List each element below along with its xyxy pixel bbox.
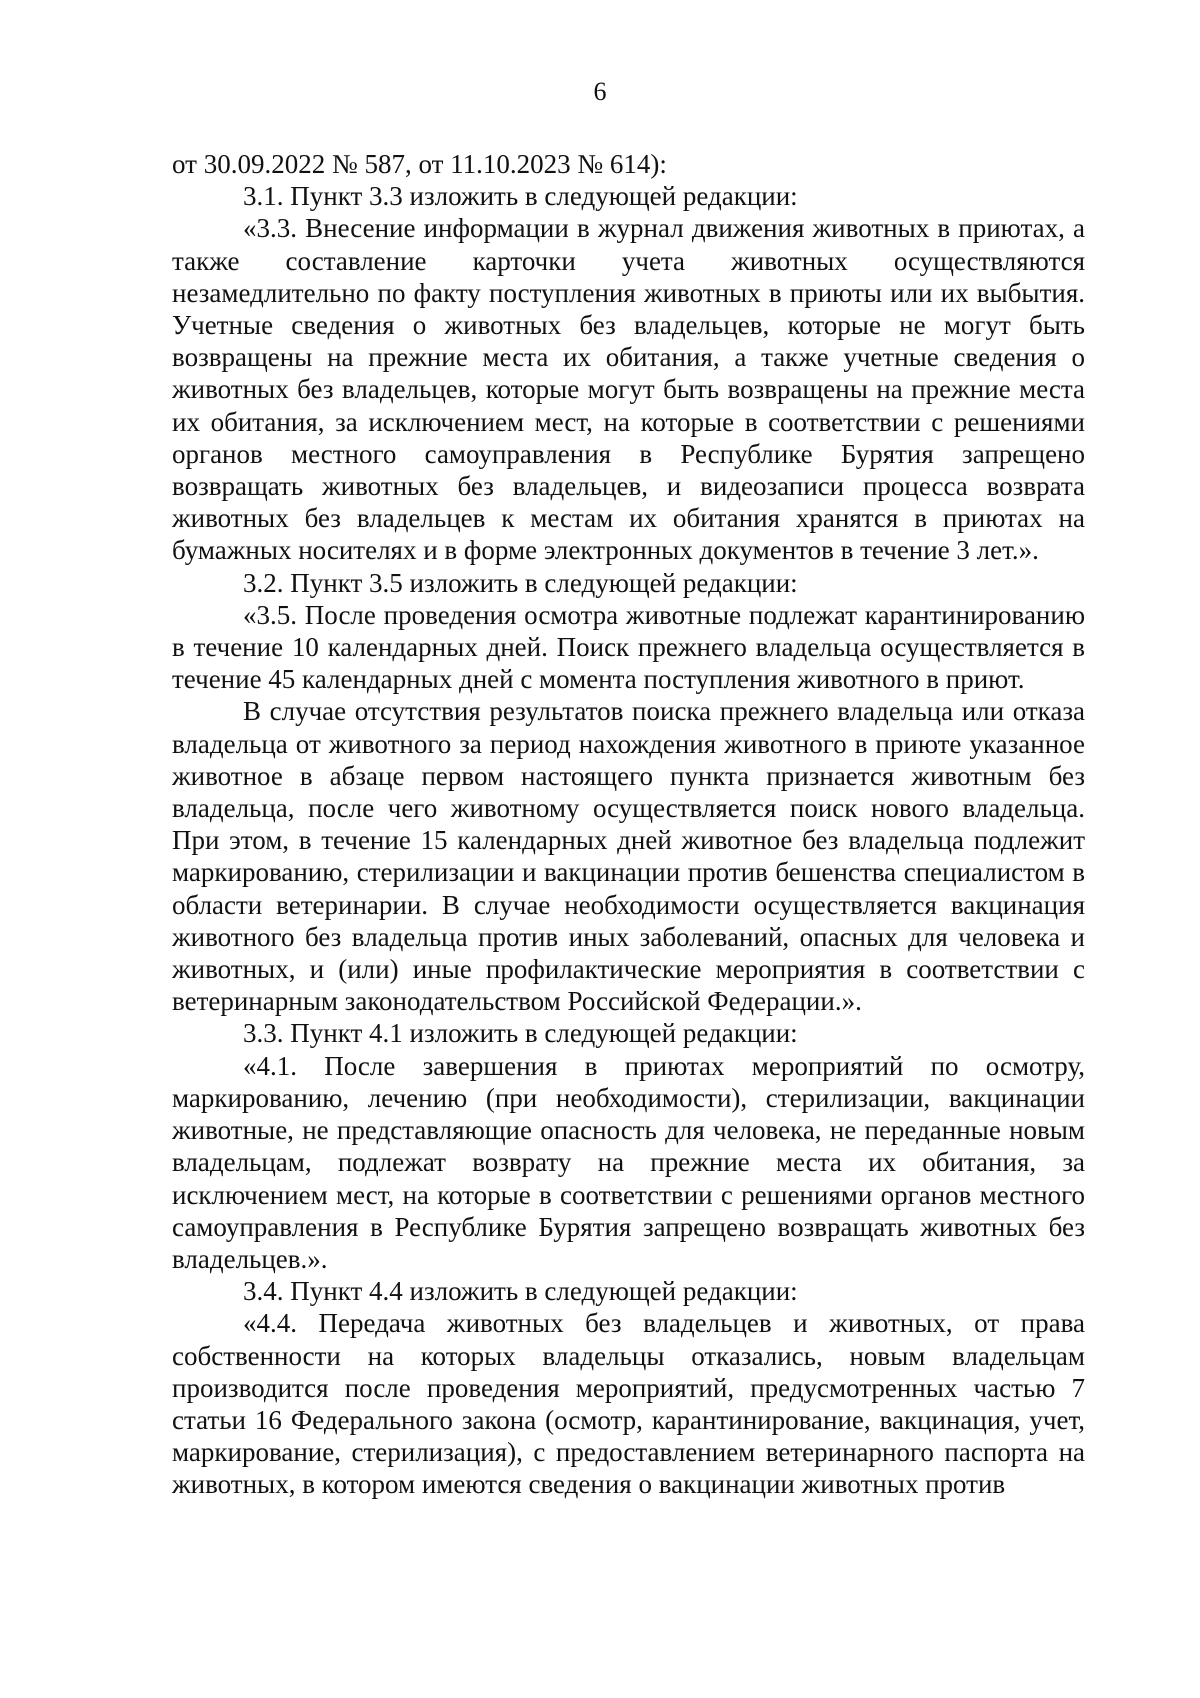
paragraph-item-3-4: 3.4. Пункт 4.4 изложить в следующей редакции: xyxy=(243,1276,798,1307)
paragraph-clause-3-3: «3.3. Внесение информации в журнал движения животных в приютах, а также составление карточки учета животных осуществляются незамедлительно по факту поступления животных в приюты или их выбытия. Учетные сведения о животных без владельцев, которые не могут быть возвращены на прежние места их обитания, а также учетные сведения о животных без владельцев, которые могут быть возвращены на прежние места их обитания, за исключением мест, на которые в соответствии с решениями органов местного самоуправления в Республике Бурятия запрещено возвращать животных без владельцев, и видеозаписи процесса возврата животных без владельцев к местам их обитания хранятся в приютах на бумажных носителях и в форме электронных документов в течение 3 лет.». xyxy=(172,213,1085,566)
paragraph-clause-3-5-second: В случае отсутствия результатов поиска прежнего владельца или отказа владельца от животного за период нахождения животного в приюте указанное животное в абзаце первом настоящего пункта признается животным без владельца, после чего животному осуществляется поиск нового владельца. При этом, в течение 15 календарных дней животное без владельца подлежит маркированию, стерилизации и вакцинации против бешенства специалистом в области ветеринарии. В случае необходимости осуществляется вакцинация животного без владельца против иных заболеваний, опасных для человека и животных, и (или) иные профилактические мероприятия в соответствии с ветеринарным законодательством Российской Федерации.». xyxy=(172,696,1085,1017)
paragraph-item-3-3: 3.3. Пункт 4.1 изложить в следующей редакции: xyxy=(243,1018,798,1049)
paragraph-clause-3-5: «3.5. После проведения осмотра животные подлежат карантинированию в течение 10 календарных дней. Поиск прежнего владельца осуществляется в течение 45 календарных дней с момента поступления животного в приют. xyxy=(172,599,1085,695)
paragraph-item-3-1: 3.1. Пункт 3.3 изложить в следующей редакции: xyxy=(243,181,798,212)
paragraph-continuation: от 30.09.2022 № 587, от 11.10.2023 № 614): xyxy=(172,149,667,179)
document-body xyxy=(172,148,1085,1501)
page-number: 6 xyxy=(593,77,607,106)
paragraph-item-3-2: 3.2. Пункт 3.5 изложить в следующей редакции: xyxy=(243,567,798,598)
paragraph-clause-4-1: «4.1. После завершения в приютах мероприятий по осмотру, маркированию, лечению (при необходимости), стерилизации, вакцинации животные, не представляющие опасность для человека, не переданные новым владельцам, подлежат возврату на прежние места их обитания, за исключением мест, на которые в соответствии с решениями органов местного самоуправления в Республике Бурятия запрещено возвращать животных без владельцев.». xyxy=(172,1050,1085,1274)
paragraph-clause-4-4: «4.4. Передача животных без владельцев и животных, от права собственности на которых владельцы отказались, новым владельцам производится после проведения мероприятий, предусмотренных частью 7 статьи 16 Федерального закона (осмотр, карантинирование, вакцинация, учет, маркирование, стерилизация), с предоставлением ветеринарного паспорта на животных, в котором имеются сведения о вакцинации животных против xyxy=(172,1308,1085,1500)
